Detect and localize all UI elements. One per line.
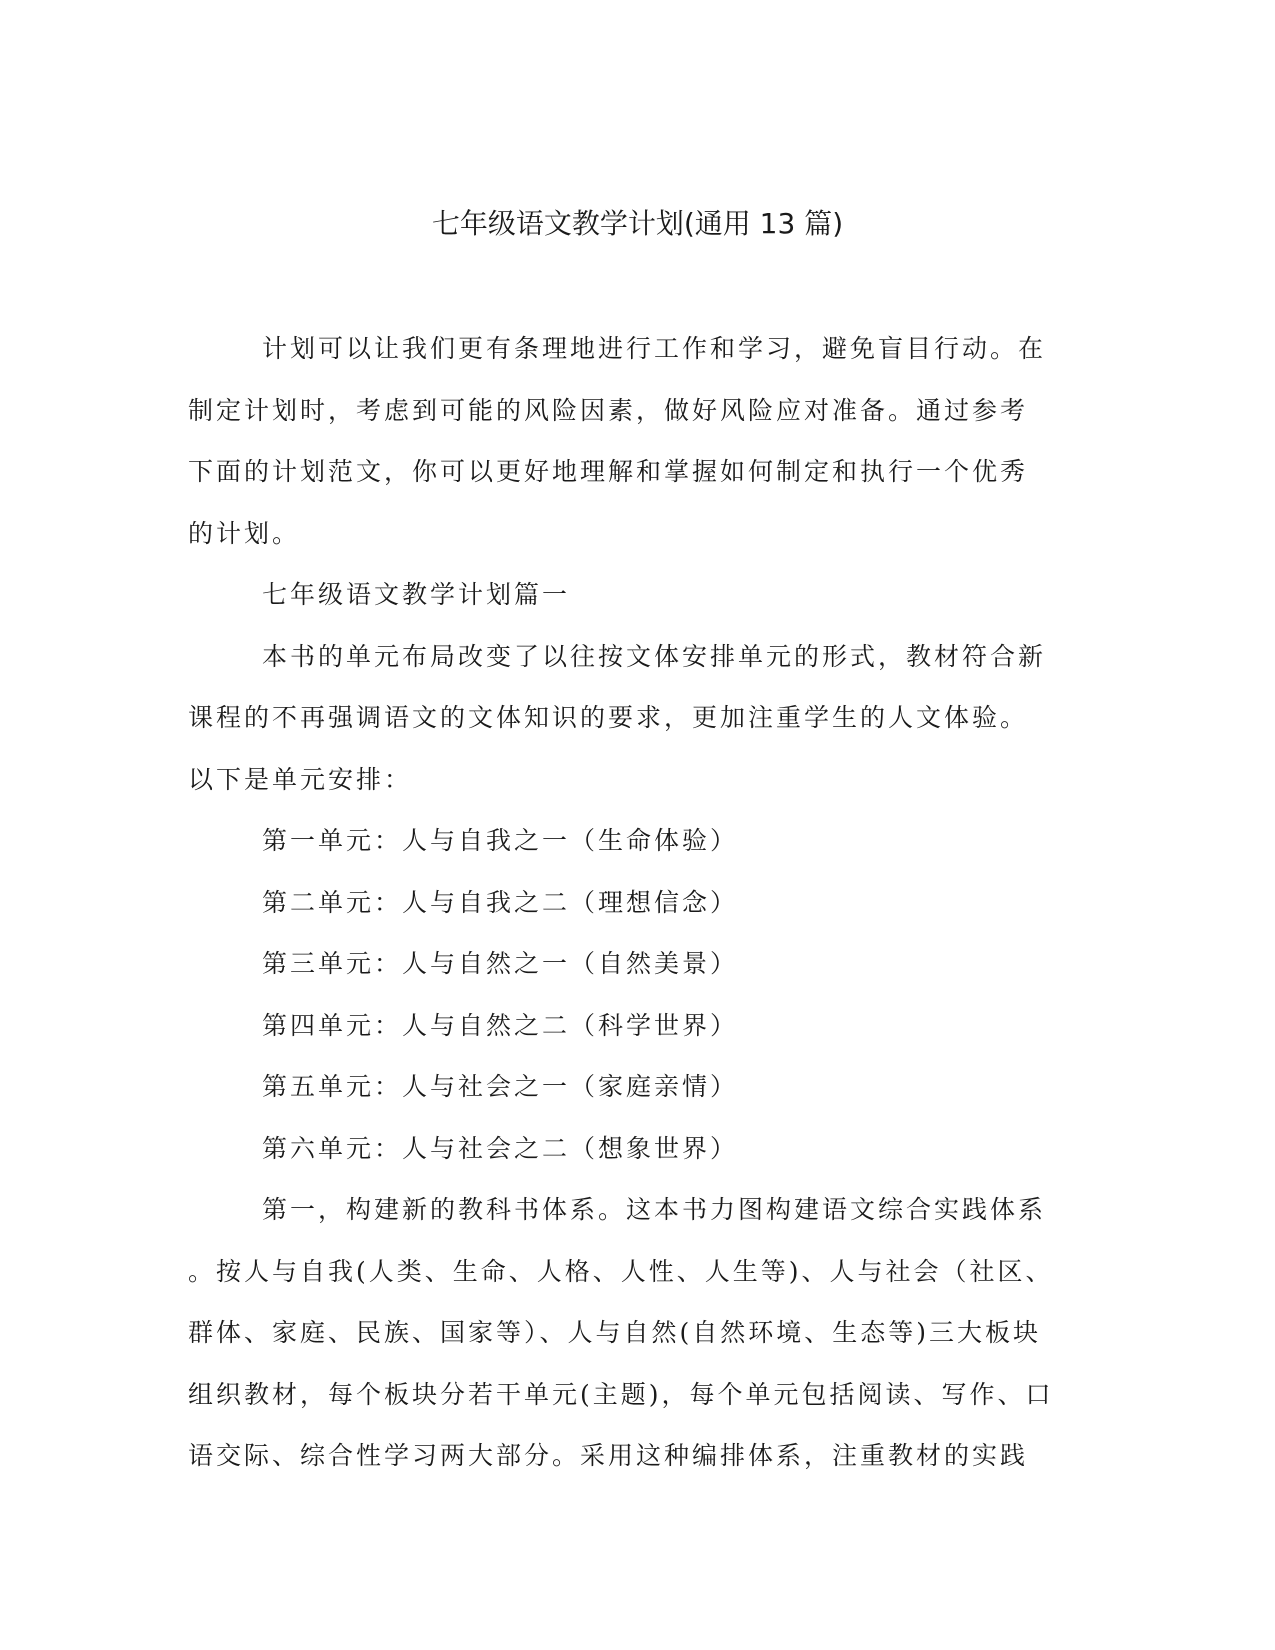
text-line: 的计划。 — [188, 518, 301, 548]
text-line: 计划可以让我们更有条理地进行工作和学习，避免盲目行动。在 — [262, 334, 1047, 363]
text-line: 下面的计划范文，你可以更好地理解和掌握如何制定和执行一个优秀 — [188, 457, 1029, 486]
text-line: 第一，构建新的教科书体系。这本书力图构建语文综合实践体系 — [262, 1195, 1047, 1224]
text-line: 课程的不再强调语文的文体知识的要求，更加注重学生的人文体验。 — [188, 703, 1029, 732]
text-line: 第六单元：人与社会之二（想象世界） — [262, 1133, 739, 1163]
text-line: 第五单元：人与社会之一（家庭亲情） — [262, 1072, 739, 1101]
text-line: 第三单元：人与自然之一（自然美景） — [262, 949, 739, 978]
text-line: 第二单元：人与自我之二（理想信念） — [262, 887, 739, 917]
text-line: 本书的单元布局改变了以往按文体安排单元的形式，教材符合新 — [262, 641, 1047, 671]
document-title: 七年级语文教学计划(通用 13 篇) — [431, 207, 844, 240]
text-line: 制定计划时，考虑到可能的风险因素，做好风险应对准备。通过参考 — [188, 395, 1029, 425]
document-body — [188, 318, 1088, 1487]
text-line: 。按人与自我(人类、生命、人格、人性、人生等)、人与社会（社区、 — [188, 1256, 1054, 1286]
text-line: 七年级语文教学计划篇一 — [262, 580, 571, 609]
text-line: 第四单元：人与自然之二（科学世界） — [262, 1010, 739, 1040]
text-line: 以下是单元安排： — [188, 764, 413, 794]
text-line: 语交际、综合性学习两大部分。采用这种编排体系，注重教材的实践 — [188, 1441, 1029, 1470]
text-line: 组织教材，每个板块分若干单元(主题)，每个单元包括阅读、写作、口 — [188, 1379, 1054, 1409]
text-line: 群体、家庭、民族、国家等）、人与自然(自然环境、生态等)三大板块 — [188, 1318, 1042, 1347]
text-line: 第一单元：人与自我之一（生命体验） — [262, 826, 739, 855]
